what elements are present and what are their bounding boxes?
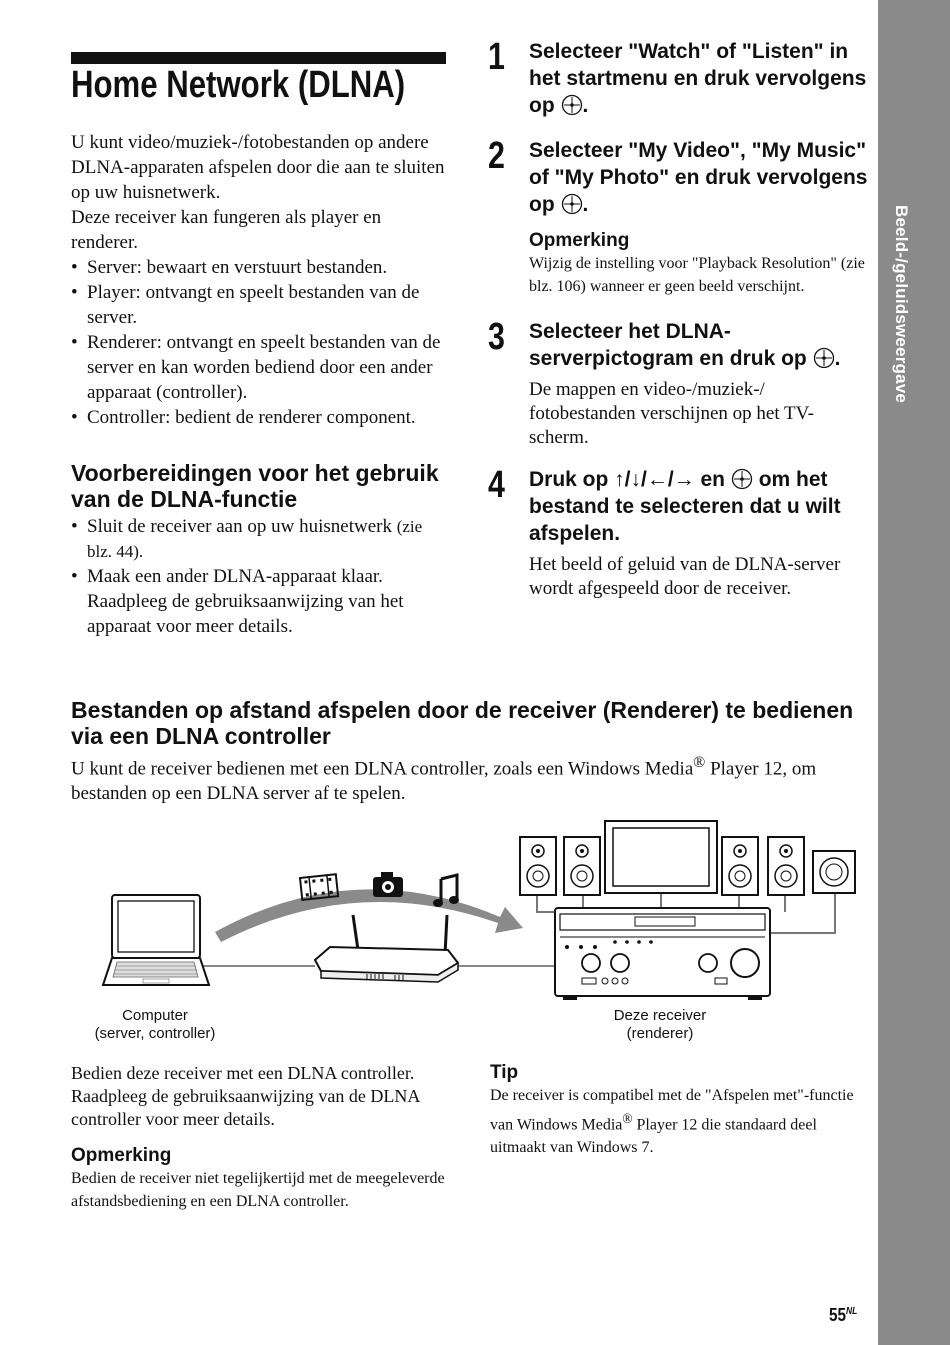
router-icon (315, 915, 458, 982)
step-text-end: om het bestand te selecteren dat u wilt afspelen. (529, 468, 841, 545)
registered-mark: ® (693, 754, 706, 771)
stream-arrow (215, 889, 523, 942)
step-description: De mappen en video-/muziek-/ fotobestanden verschijnen op het TV-scherm. (529, 379, 814, 448)
controller-paragraph: Bedien deze receiver met een DLNA controller. Raadpleeg de gebruiksaanwijzing van de DLNA controller voor meer details. (71, 1063, 420, 1129)
registered-mark: ® (622, 1111, 633, 1126)
front-left-speakers (520, 837, 600, 895)
steps (488, 38, 873, 601)
step-text: Selecteer "Watch" of "Listen" in het startmenu en druk vervolgens op (529, 40, 867, 117)
title-rule (71, 52, 446, 64)
enter-button-icon (561, 193, 583, 215)
tip-heading: Tip (490, 1062, 519, 1083)
list-item: • Server: bewaart en verstuurt bestanden. (71, 255, 451, 280)
role-list (71, 255, 451, 430)
tv-icon (605, 821, 717, 893)
photo-icon (373, 872, 403, 897)
section-paragraph: U kunt de receiver bedienen met een DLNA controller, zoals een Windows Media® Player 12, om bestanden op een DLNA server af te spelen. (71, 754, 817, 805)
intro-paragraph-2: Deze receiver kan fungeren als player en renderer. (71, 207, 382, 253)
front-right-speakers (722, 837, 804, 895)
step-2: 2 Selecteer "My Video", "My Music" of "My Photo" en druk vervolgens op . Opmerking Wijzig de instelling voor "Playback Resolution" (zie blz. 106) wanneer er geen beeld verschijnt. (488, 137, 873, 298)
side-tab-label: Beeld-/geluidsweergave (892, 205, 911, 404)
list-item: • Renderer: ontvangt en speelt bestanden van de server en kan worden bediend door een ander apparaat (controller). (71, 330, 451, 405)
note-text: Bedien de receiver niet tegelijkertijd met de meegeleverde afstandsbediening en een DLNA controller. (71, 1170, 445, 1210)
receiver-icon (555, 908, 770, 1000)
step-number: 2 (488, 135, 505, 177)
note-heading: Opmerking (529, 230, 630, 251)
step-text: Druk op ↑/↓/←/→ en (529, 468, 726, 491)
step-description: Het beeld of geluid van de DLNA-server wordt afgespeeld door de receiver. (529, 554, 841, 599)
step-1: 1 Selecteer "Watch" of "Listen" in het startmenu en druk vervolgens op . (488, 36, 867, 117)
prep-heading: Voorbereidingen voor het gebruik van de DLNA-functie (71, 460, 439, 512)
computer-caption: Computer (server, controller) (94, 1007, 216, 1042)
enter-button-icon (561, 94, 583, 116)
subwoofer-icon (813, 851, 855, 893)
step-text: Selecteer "My Video", "My Music" of "My Photo" en druk vervolgens op (529, 139, 868, 216)
intro-paragraph-1: U kunt video/muziek-/fotobestanden op andere DLNA-apparaten afspelen door die aan te sluiten op uw huisnetwerk. (71, 132, 445, 203)
side-tab (878, 0, 950, 1345)
page-number: $55^{NL}$ (829, 1305, 858, 1325)
tip-box (490, 1062, 865, 1159)
page-title: Home Network (DLNA) (71, 64, 406, 106)
step-4 (488, 466, 873, 601)
step-text: Selecteer het DLNA-serverpictogram en druk op (529, 320, 807, 370)
note-heading: Opmerking (71, 1145, 172, 1166)
step-3: 3 Selecteer het DLNA-serverpictogram en druk op . De mappen en video-/muziek-/ fotobestanden verschijnen op het TV-scherm. (488, 318, 873, 450)
bottom-left (71, 1062, 451, 1213)
receiver-caption: Deze receiver (renderer) (613, 1007, 707, 1042)
note-text: Wijzig de instelling voor "Playback Resolution" (zie blz. 106) wanneer er geen beeld verschijnt. (529, 255, 865, 295)
network-diagram (95, 815, 865, 1050)
prep-bullet-1: Sluit de receiver aan op uw huisnetwerk (87, 516, 392, 537)
list-item: • Controller: bedient de renderer component. (71, 405, 451, 430)
laptop-icon (103, 895, 209, 985)
enter-button-icon (813, 347, 835, 369)
list-item (71, 514, 451, 564)
prep-list (71, 514, 451, 639)
list-item: • Maak een ander DLNA-apparaat klaar. Raadpleeg de gebruiksaanwijzing van het apparaat voor meer details. (71, 564, 451, 639)
list-item: • Player: ontvangt en speelt bestanden van de server. (71, 280, 451, 330)
page-reference: (zie blz. 44). (87, 517, 423, 561)
enter-button-icon (731, 468, 753, 490)
step-number: 4 (488, 464, 505, 506)
step-number: 3 (488, 316, 505, 358)
tip-text: De receiver is compatibel met de "Afspelen met"-functie van Windows Media® Player 12 die standaard deel uitmaakt van Windows 7. (490, 1087, 854, 1157)
section-heading: Bestanden op afstand afspelen door de receiver (Renderer) te bedienen via een DLNA controller (71, 697, 854, 749)
intro (71, 130, 451, 430)
step-number: 1 (488, 36, 505, 78)
